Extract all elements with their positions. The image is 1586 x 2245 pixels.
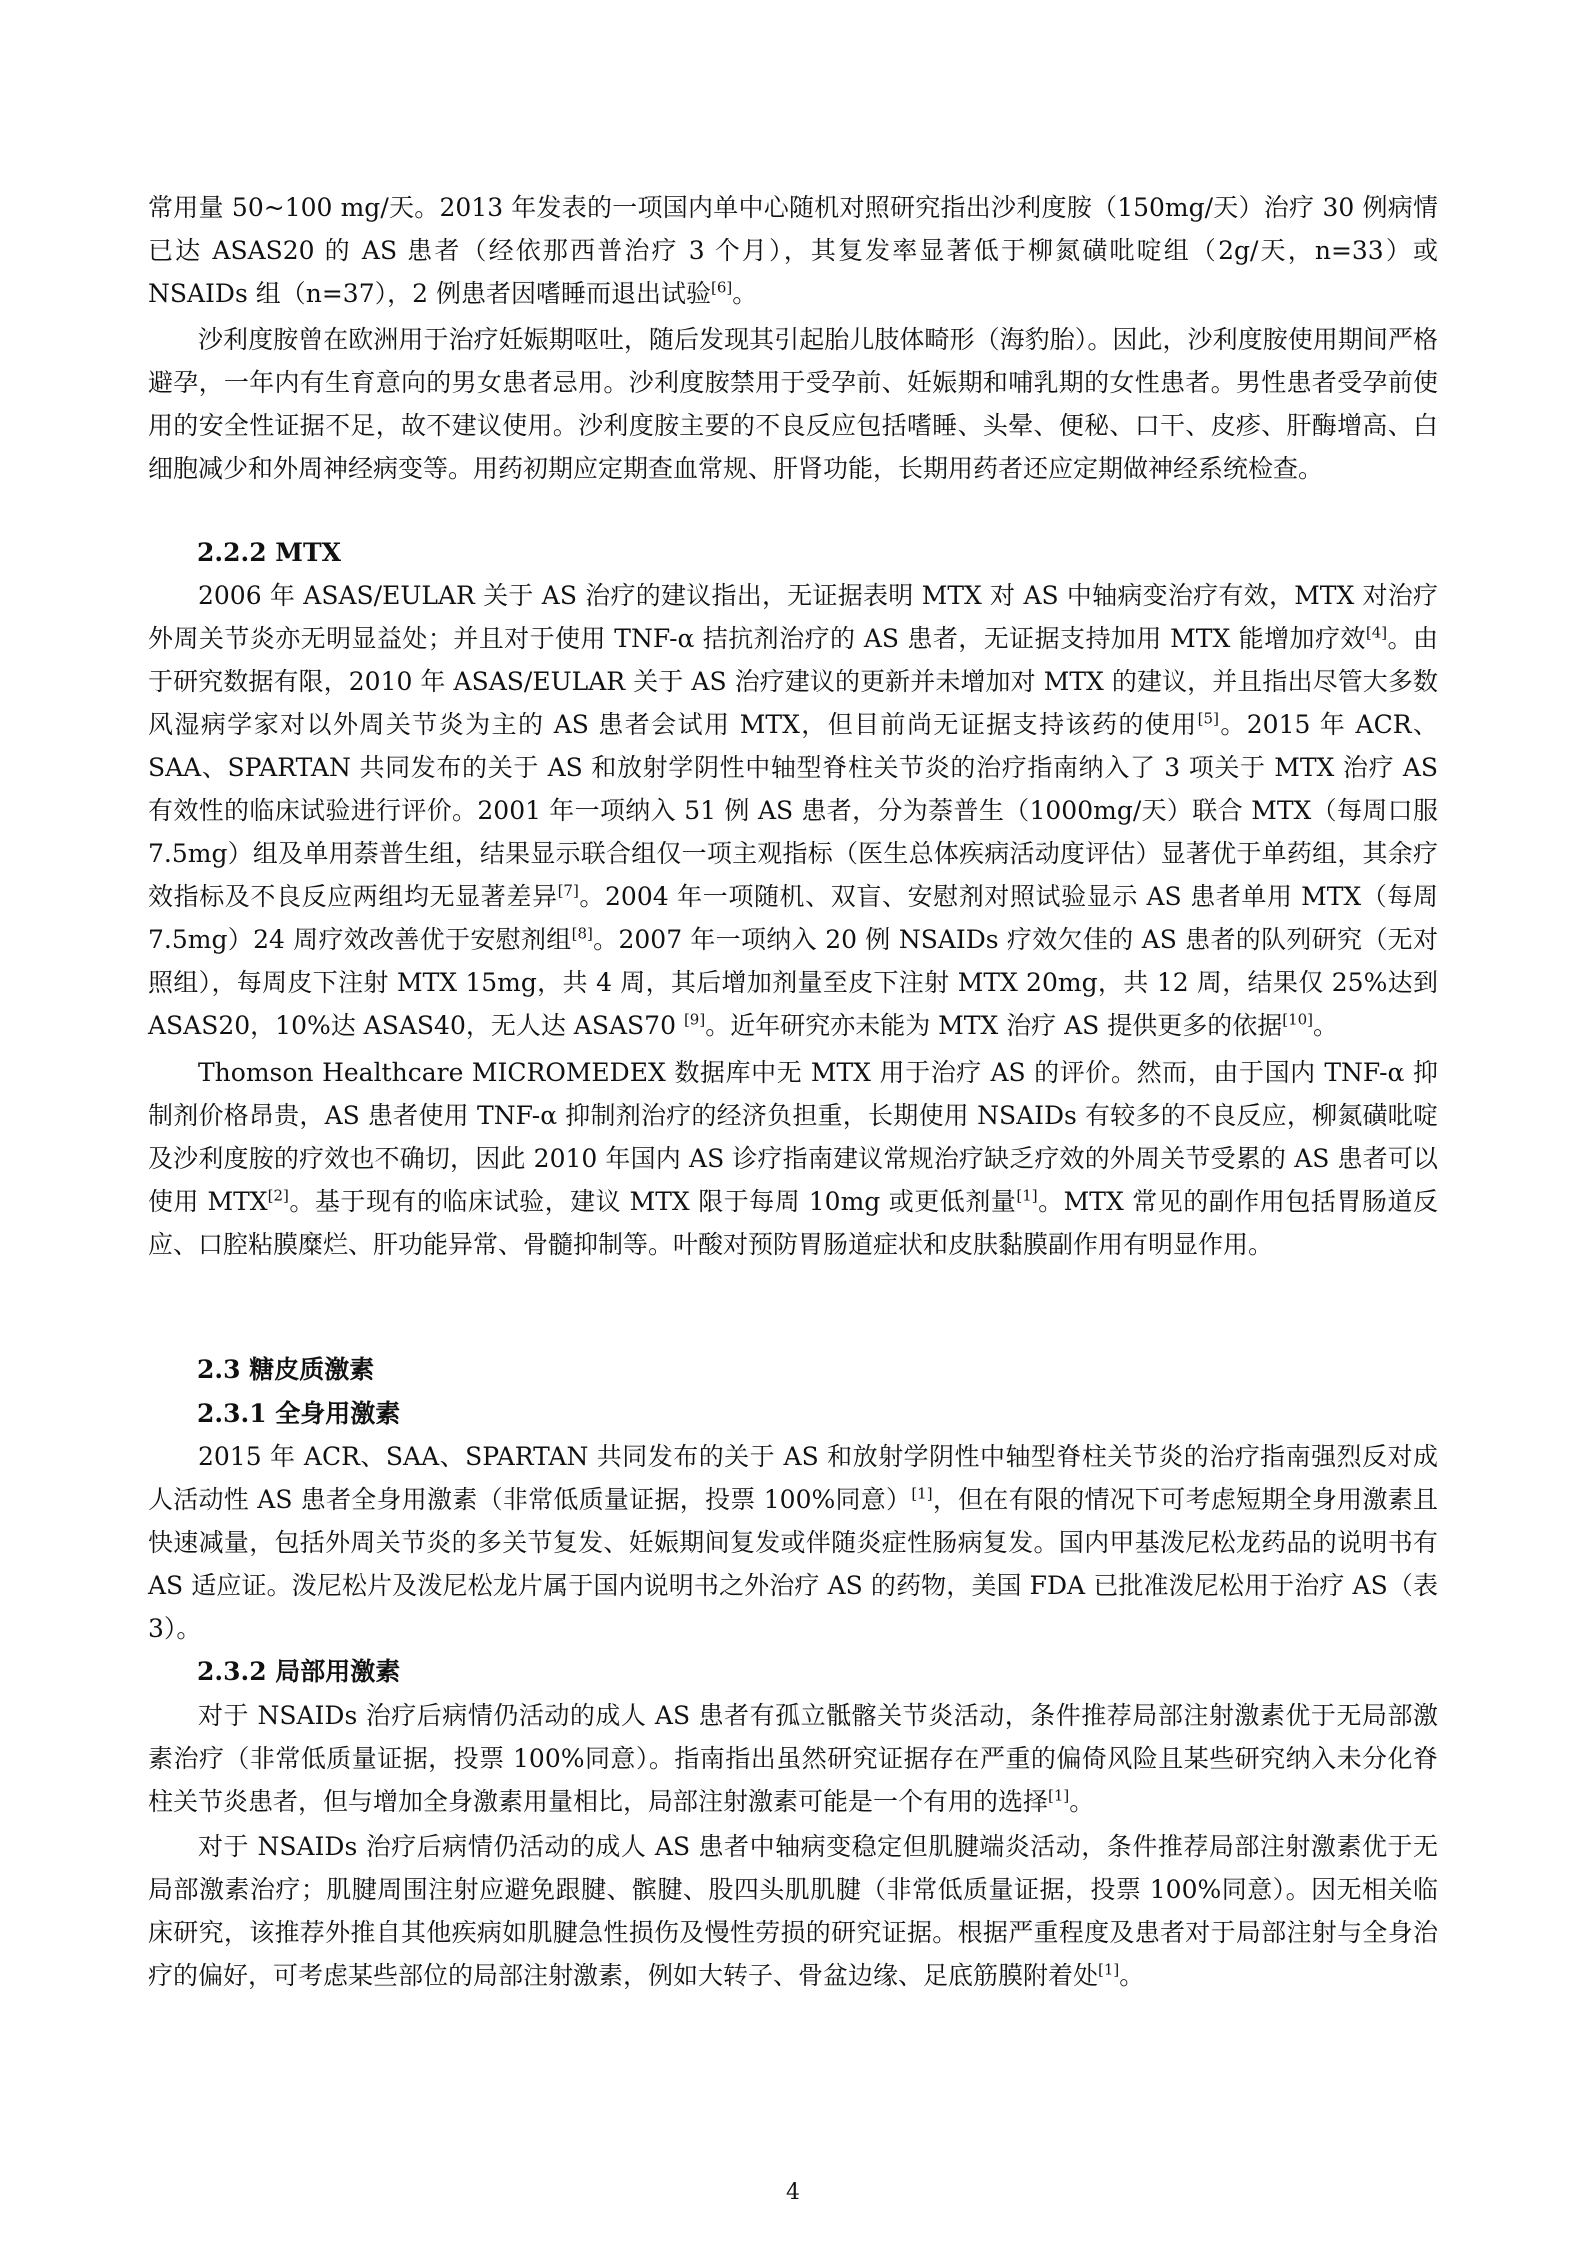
- paragraph-local-steroids-enthesitis: [148, 1825, 1438, 1997]
- paragraph-mtx-recommendation: [148, 1051, 1438, 1266]
- paragraph-tail: 。: [1313, 1011, 1339, 1040]
- paragraph-text: Thomson Healthcare MICROMEDEX 数据库中无 MTX 用于治疗 AS 的评价。然而，由于国内 TNF-α 抑制剂价格昂贵，AS 患者使用 TNF-α 抑制剂治疗的经济负担重，长期使用 NSAIDs 有较多的不良反应，柳氮磺吡啶及沙利度胺的疗效也不确切，因此 2010 年国内 AS 诊疗指南建议常规治疗缺乏疗效的外周关节受累的 AS 患者可以使用 MTX: [148, 1058, 1438, 1216]
- paragraph-local-steroids-sacroiliac: [148, 1694, 1438, 1823]
- paragraph-systemic-steroids: [148, 1435, 1438, 1650]
- paragraph-thalidomide-safety: [148, 318, 1438, 490]
- section-heading-local-steroids: 2.3.2 局部用激素: [197, 1657, 401, 1686]
- citation-ref: [5]: [1197, 709, 1219, 728]
- citation-ref: [4]: [1365, 623, 1388, 642]
- citation-ref: [10]: [1282, 1010, 1314, 1029]
- paragraph-text: 。MTX 常见的副作用包括胃肠道反应、口腔粘膜糜烂、肝功能异常、骨髓抑制等。叶酸对预防胃肠道症状和皮肤黏膜副作用有明显作用。: [148, 1187, 1438, 1259]
- citation-ref: [1]: [1016, 1186, 1038, 1205]
- citation-ref: [6]: [710, 278, 733, 297]
- paragraph-thalidomide-study: [148, 186, 1438, 315]
- citation-ref: [1]: [911, 1484, 933, 1503]
- citation-ref: [2]: [267, 1186, 289, 1205]
- paragraph-text: 2015 年 ACR、SAA、SPARTAN 共同发布的关于 AS 和放射学阴性中轴型脊柱关节炎的治疗指南强烈反对成人活动性 AS 患者全身用激素（非常低质量证据，投票 100%同意）: [148, 1442, 1438, 1514]
- paragraph-text: 2006 年 ASAS/EULAR 关于 AS 治疗的建议指出，无证据表明 MTX 对 AS 中轴病变治疗有效，MTX 对治疗外周关节炎亦无明显益处；并且对于使用 TNF-α 拮抗剂治疗的 AS 患者，无证据支持加用 MTX 能增加疗效: [148, 581, 1438, 653]
- citation-ref: [9]: [683, 1010, 706, 1029]
- paragraph-mtx-evidence: [148, 574, 1438, 1047]
- citation-ref: [8]: [571, 924, 593, 943]
- paragraph-tail: 。: [1119, 1961, 1145, 1990]
- citation-ref: [7]: [557, 881, 579, 900]
- paragraph-text: 对于 NSAIDs 治疗后病情仍活动的成人 AS 患者有孤立骶髂关节炎活动，条件推荐局部注射激素优于无局部激素治疗（非常低质量证据，投票 100%同意）。指南指出虽然研究证据存在严重的偏倚风险且某些研究纳入未分化脊柱关节炎患者，但与增加全身激素用量相比，局部注射激素可能是一个有用的选择: [148, 1701, 1438, 1816]
- paragraph-text: 沙利度胺曾在欧洲用于治疗妊娠期呕吐，随后发现其引起胎儿肢体畸形（海豹胎）。因此，沙利度胺使用期间严格避孕，一年内有生育意向的男女患者忌用。沙利度胺禁用于受孕前、妊娠期和哺乳期的女性患者。男性患者受孕前使用的安全性证据不足，故不建议使用。沙利度胺主要的不良反应包括嗜睡、头晕、便秘、口干、皮疹、肝酶增高、白细胞减少和外周神经病变等。用药初期应定期查血常规、肝肾功能，长期用药者还应定期做神经系统检查。: [148, 325, 1438, 483]
- paragraph-text: 常用量 50~100 mg/天。2013 年发表的一项国内单中心随机对照研究指出沙利度胺（150mg/天）治疗 30 例病情已达 ASAS20 的 AS 患者（经依那西普治疗 3 个月），其复发率显著低于柳氮磺吡啶组（2g/天，n=33）或 NSAIDs 组（n=37），2 例患者因嗜睡而退出试验: [148, 193, 1438, 308]
- paragraph-text: 。近年研究亦未能为 MTX 治疗 AS 提供更多的依据: [705, 1011, 1283, 1040]
- page-number: 4: [786, 2180, 800, 2205]
- paragraph-text: 对于 NSAIDs 治疗后病情仍活动的成人 AS 患者中轴病变稳定但肌腱端炎活动，条件推荐局部注射激素优于无局部激素治疗；肌腱周围注射应避免跟腱、髌腱、股四头肌肌腱（非常低质量证据，投票 100%同意）。因无相关临床研究，该推荐外推自其他疾病如肌腱急性损伤及慢性劳损的研究证据。根据严重程度及患者对于局部注射与全身治疗的偏好，可考虑某些部位的局部注射激素，例如大转子、骨盆边缘、足底筋膜附着处: [148, 1832, 1438, 1990]
- paragraph-text: ，但在有限的情况下可考虑短期全身用激素且快速减量，包括外周关节炎的多关节复发、妊娠期间复发或伴随炎症性肠病复发。国内甲基泼尼松龙药品的说明书有 AS 适应证。泼尼松片及泼尼松龙片属于国内说明书之外治疗 AS 的药物，美国 FDA 已批准泼尼松用于治疗 AS（表 3）。: [148, 1485, 1438, 1643]
- section-heading-systemic-steroids: 2.3.1 全身用激素: [197, 1399, 401, 1428]
- paragraph-text: 。基于现有的临床试验，建议 MTX 限于每周 10mg 或更低剂量: [288, 1187, 1017, 1216]
- paragraph-text: 。2007 年一项纳入 20 例 NSAIDs 疗效欠佳的 AS 患者的队列研究（无对照组），每周皮下注射 MTX 15mg，共 4 周，其后增加剂量至皮下注射 MTX 20mg，共 12 周，结果仅 25%达到 ASAS20，10%达 ASAS40，无人达 ASAS70: [148, 925, 1438, 1040]
- section-heading-mtx: 2.2.2 MTX: [197, 538, 341, 567]
- paragraph-tail: 。: [1069, 1787, 1095, 1816]
- paragraph-text: 。由于研究数据有限，2010 年 ASAS/EULAR 关于 AS 治疗建议的更新并未增加对 MTX 的建议，并且指出尽管大多数风湿病学家对以外周关节炎为主的 AS 患者会试用 MTX，但目前尚无证据支持该药的使用: [148, 624, 1438, 739]
- citation-ref: [1]: [1098, 1960, 1120, 1979]
- paragraph-text: 。2015 年 ACR、SAA、SPARTAN 共同发布的关于 AS 和放射学阴性中轴型脊柱关节炎的治疗指南纳入了 3 项关于 MTX 治疗 AS 有效性的临床试验进行评价。2001 年一项纳入 51 例 AS 患者，分为萘普生（1000mg/天）联合 MTX（每周口服 7.5mg）组及单用萘普生组，结果显示联合组仅一项主观指标（医生总体疾病活动度评估）显著优于单药组，其余疗效指标及不良反应两组均无显著差异: [148, 710, 1438, 911]
- section-heading-glucocorticoids: 2.3 糖皮质激素: [197, 1355, 375, 1384]
- citation-ref: [1]: [1048, 1786, 1070, 1805]
- paragraph-text: 。2004 年一项随机、双盲、安慰剂对照试验显示 AS 患者单用 MTX（每周 7.5mg）24 周疗效改善优于安慰剂组: [148, 882, 1438, 954]
- paragraph-tail: 。: [732, 279, 758, 308]
